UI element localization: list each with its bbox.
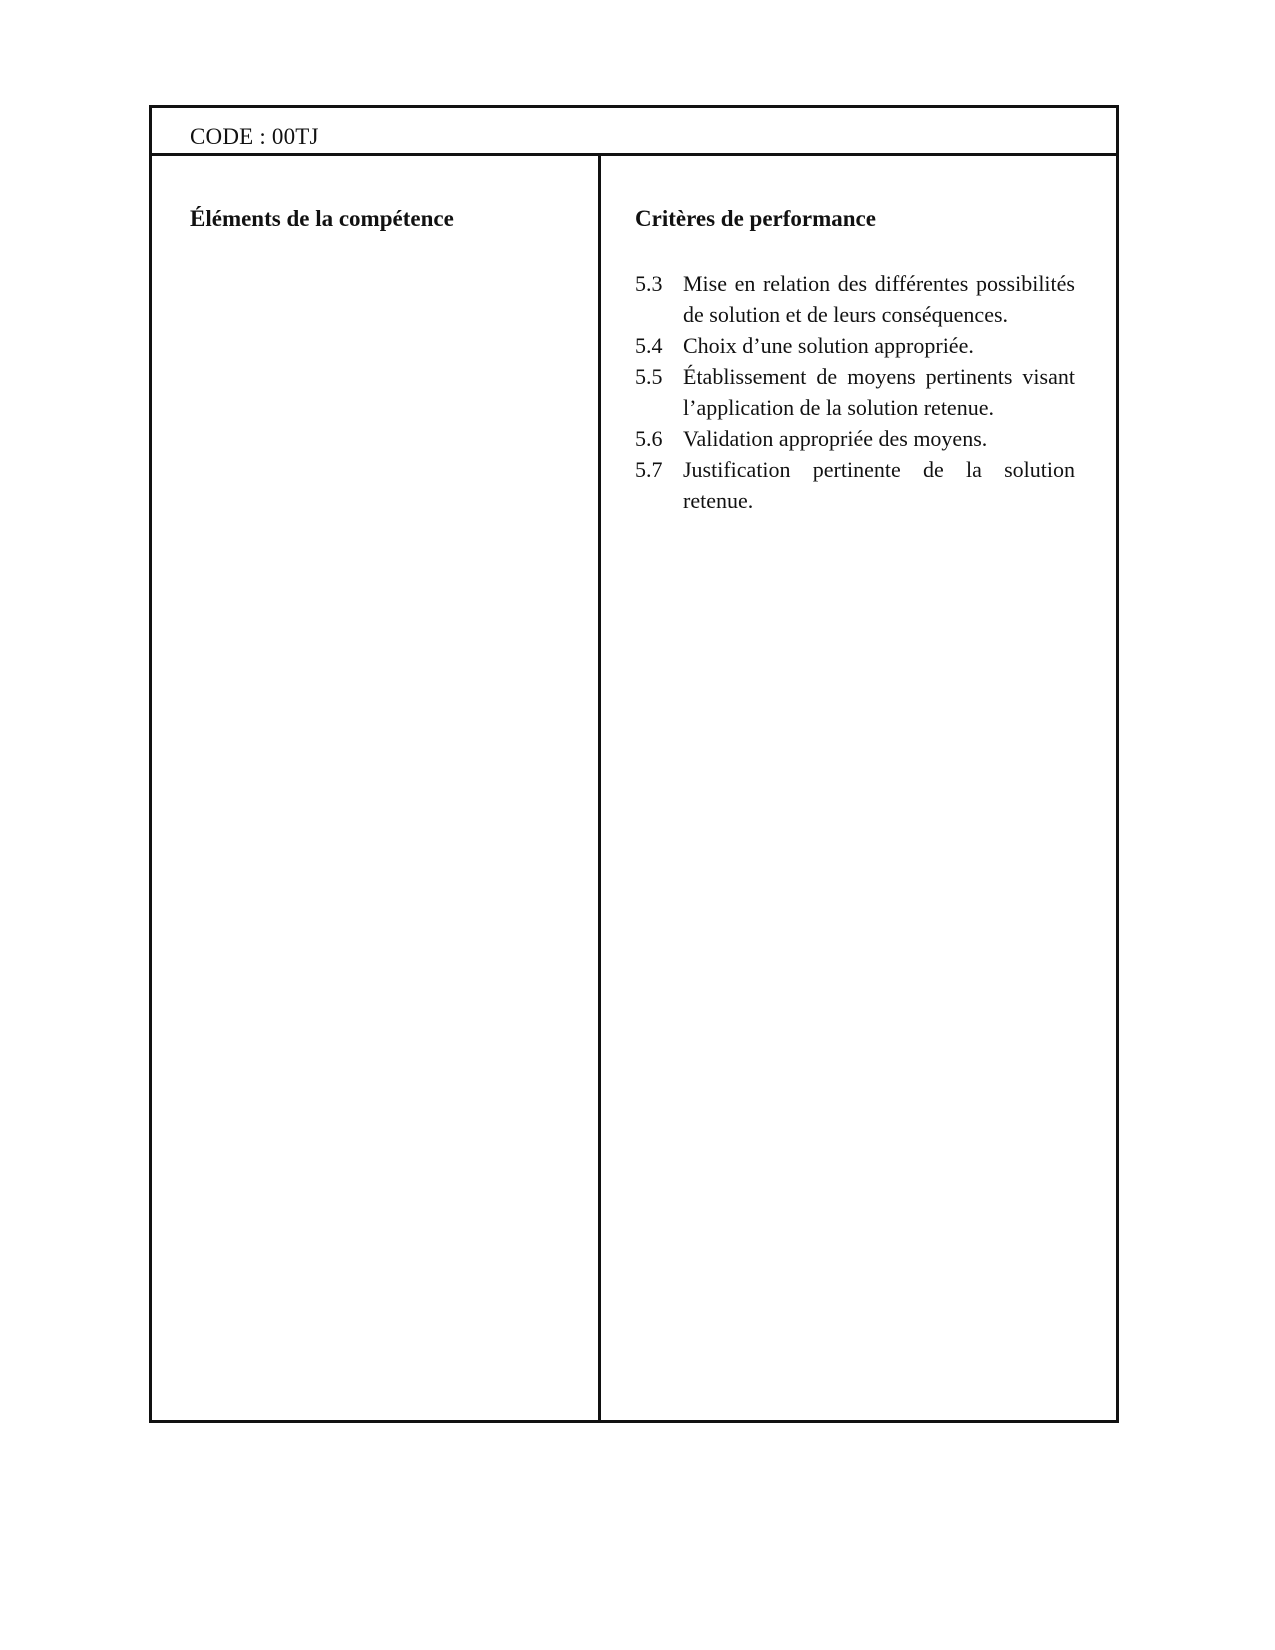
criteria-number: 5.3 — [635, 271, 663, 296]
criteria-heading: Critères de performance — [635, 206, 876, 231]
competency-table — [149, 105, 1119, 1423]
criteria-item — [635, 454, 1075, 516]
criteria-list — [635, 268, 1075, 516]
criteria-number: 5.6 — [635, 426, 663, 451]
criteria-text: Établissement de moyens pertinents visant l’application de la solution retenue. — [683, 364, 1075, 420]
criteria-number: 5.4 — [635, 333, 663, 358]
criteria-number: 5.5 — [635, 364, 663, 389]
criteria-item — [635, 268, 1075, 330]
criteria-text: Mise en relation des différentes possibilités de solution et de leurs conséquences. — [683, 271, 1075, 327]
code-header-row — [152, 108, 1116, 156]
criteria-item — [635, 361, 1075, 423]
criteria-text: Choix d’une solution appropriée. — [683, 333, 974, 358]
elements-heading: Éléments de la compétence — [190, 206, 454, 231]
elements-column — [190, 204, 580, 234]
code-label: CODE : 00TJ — [190, 124, 319, 149]
criteria-column — [635, 204, 1075, 516]
criteria-text: Justification pertinente de la solution retenue. — [683, 457, 1075, 513]
criteria-item — [635, 423, 1075, 454]
criteria-item — [635, 330, 1075, 361]
criteria-number: 5.7 — [635, 457, 663, 482]
column-divider — [598, 153, 601, 1420]
criteria-text: Validation appropriée des moyens. — [683, 426, 988, 451]
